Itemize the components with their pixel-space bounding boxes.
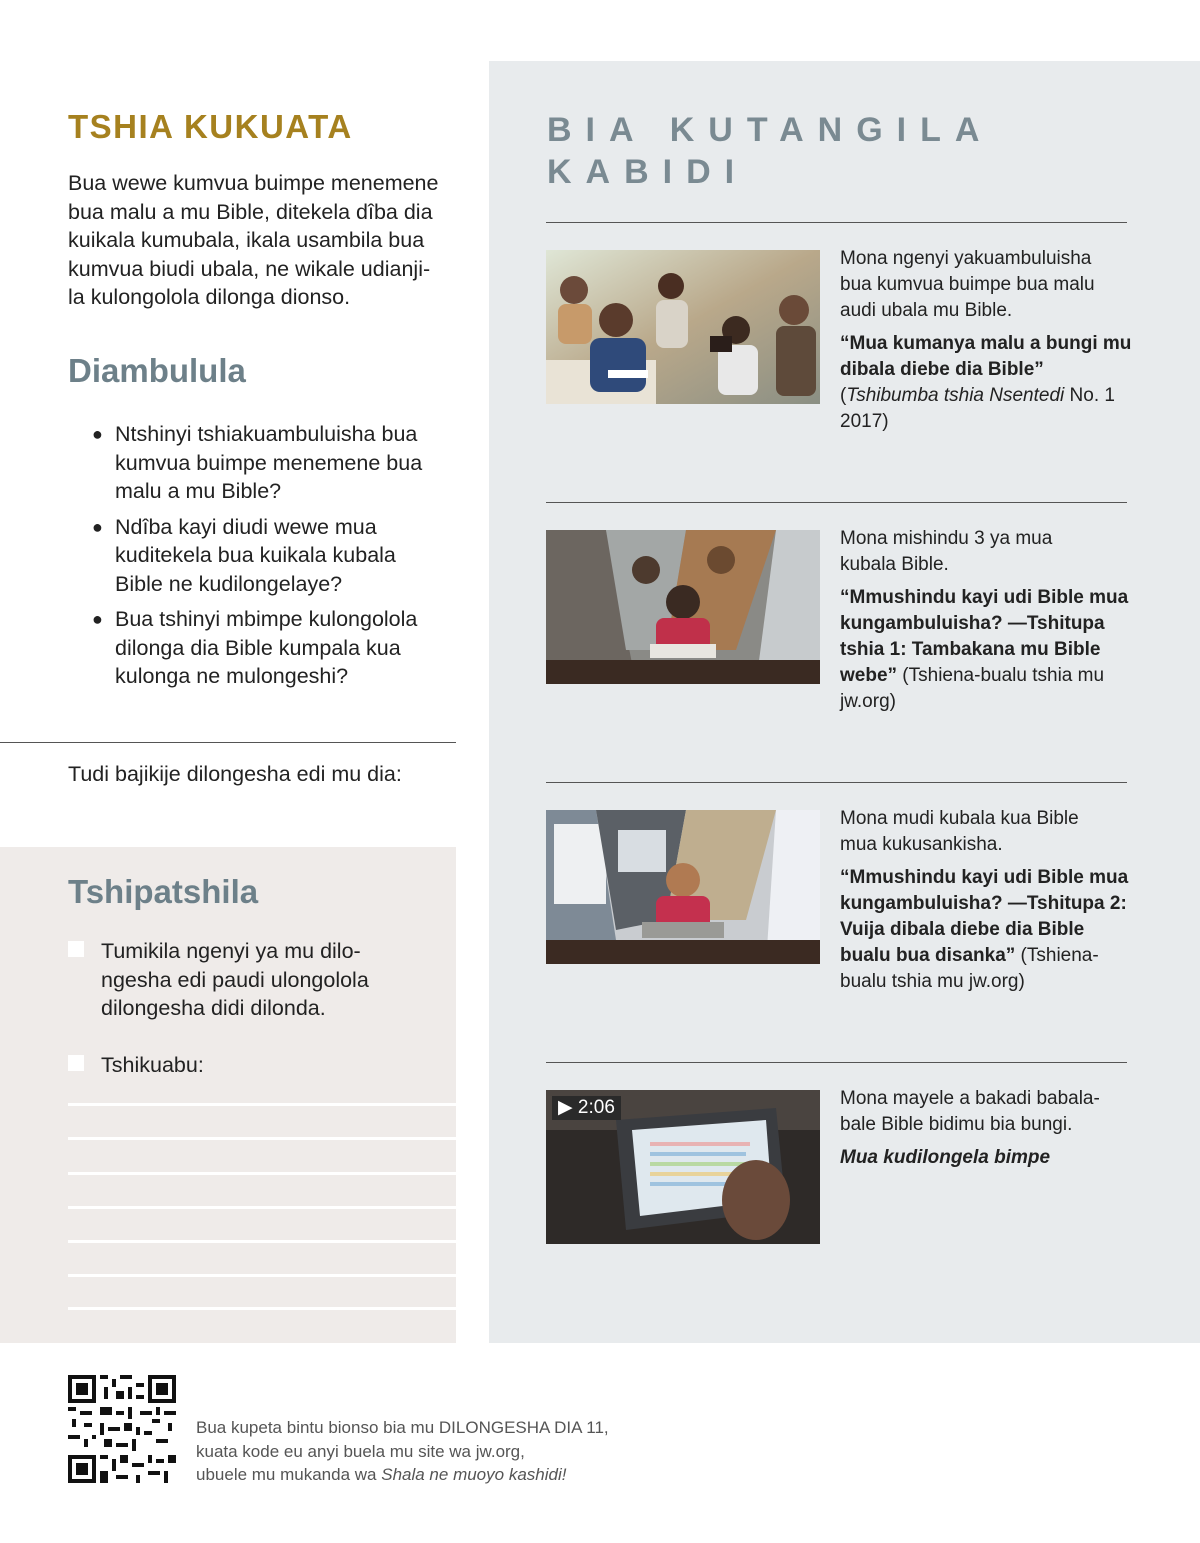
- resource-thumbnail[interactable]: [546, 250, 820, 404]
- practice-panel: [0, 847, 456, 1343]
- play-icon: ▶: [558, 1097, 573, 1118]
- video-thumbnail[interactable]: [546, 1090, 820, 1244]
- practice-checkbox-item[interactable]: [68, 1051, 448, 1080]
- review-question-text: Bua tshinyi mbimpe kulongolola dilonga dia Bible kumpala kua kulonga ne mulongeshi?: [115, 607, 418, 688]
- video-duration: 2:06: [577, 1097, 615, 1118]
- writing-line[interactable]: [68, 1206, 456, 1209]
- resource-description: Mona mayele a bakadi babala- bale Bible bidimu bia bungi.: [840, 1088, 1100, 1135]
- resources-title: BIA KUTANGILA KABIDI: [547, 111, 993, 191]
- review-questions: [92, 420, 452, 698]
- checkbox-label: Tshikuabu:: [101, 1053, 204, 1077]
- divider: [546, 782, 1127, 783]
- resource-source-italic: Tshibumba tshia Nsentedi: [846, 385, 1065, 406]
- resource-source: No. 1 2017): [840, 385, 1115, 432]
- divider: [546, 1062, 1127, 1063]
- footer-line: ubuele mu mukanda wa: [196, 1465, 382, 1484]
- bullet-icon: ●: [92, 609, 103, 629]
- resource-thumbnail[interactable]: [546, 810, 820, 964]
- resource-source: (Tshiena-bualu tshia mu jw.org): [840, 665, 1105, 712]
- divider: [0, 742, 456, 743]
- resource-text: [840, 1086, 1140, 1171]
- writing-line[interactable]: [68, 1103, 456, 1106]
- resource-source: (: [840, 385, 847, 406]
- resource-text: [840, 246, 1140, 435]
- resource-description: Mona mishindu 3 ya mua kubala Bible.: [840, 528, 1053, 575]
- resource-title: “Mmushindu kayi udi Bible mua kungambuluisha? —Tshitupa 2: Vuija dibala diebe dia Bible bualu bua disanka”: [840, 867, 1129, 966]
- resource-description: Mona mudi kubala kua Bible mua kukusankisha.: [840, 808, 1079, 855]
- review-resources-panel: [489, 61, 1200, 1343]
- review-question: [92, 420, 452, 506]
- resource-source: (Tshiena-bualu tshia mu jw.org): [840, 945, 1099, 992]
- checkbox-label: Tumikila ngenyi ya mu dilo- ngesha edi paudi ulongolola dilongesha didi dilonda.: [101, 939, 369, 1020]
- footer-line: Bua kupeta bintu bionso bia mu DILONGESHA DIA 11,: [196, 1418, 609, 1437]
- completion-date-label: Tudi bajikije dilongesha edi mu dia:: [68, 762, 402, 786]
- writing-line[interactable]: [68, 1137, 456, 1140]
- resource-description: Mona ngenyi yakuambuluisha bua kumvua buimpe bua malu audi ubala mu Bible.: [840, 248, 1095, 321]
- practice-heading: Tshipatshila: [68, 873, 259, 910]
- checkbox[interactable]: [68, 941, 84, 957]
- review-question-text: Ndîba kayi diudi wewe mua kuditekela bua kuikala kubala Bible ne kudilongelaye?: [115, 514, 396, 596]
- resource-citation[interactable]: [840, 867, 1128, 992]
- resource-citation[interactable]: [840, 587, 1128, 712]
- writing-line[interactable]: [68, 1172, 456, 1175]
- review-question: [92, 513, 452, 599]
- divider: [546, 222, 1127, 223]
- footer-book-title: Shala ne muoyo kashidi!: [381, 1465, 567, 1484]
- checkbox[interactable]: [68, 1055, 84, 1071]
- resource-text: [840, 526, 1140, 715]
- qr-code[interactable]: [68, 1375, 176, 1483]
- review-question: [92, 605, 452, 691]
- bullet-icon: ●: [92, 516, 103, 537]
- footer-line: kuata kode eu anyi buela mu site wa jw.org,: [196, 1441, 525, 1461]
- writing-line[interactable]: [68, 1240, 456, 1243]
- resource-citation[interactable]: [840, 333, 1131, 432]
- bullet-icon: ●: [92, 424, 103, 444]
- video-duration-badge: [552, 1096, 621, 1120]
- practice-checkbox-item[interactable]: [68, 937, 448, 1023]
- writing-line[interactable]: [68, 1274, 456, 1277]
- resource-title: “Mua kumanya malu a bungi mu dibala diebe dia Bible”: [840, 333, 1132, 380]
- review-heading: Diambulula: [68, 352, 246, 389]
- resource-text: [840, 806, 1140, 995]
- writing-line[interactable]: [68, 1307, 456, 1310]
- review-question-text: Ntshinyi tshiakuambuluisha bua kumvua buimpe menemene bua malu a mu Bible?: [115, 422, 423, 503]
- resource-title: “Mmushindu kayi udi Bible mua kungambuluisha? —Tshitupa tshia 1: Tambakana mu Bible webe”: [840, 587, 1129, 686]
- footer-note: [196, 1416, 609, 1487]
- intro-paragraph: Bua wewe kumvua buimpe menemene bua malu a mu Bible, ditekela dîba dia kuikala kumubala, ikala usambila bua kumvua biudi ubala, ne wikale udianji- la kulongolola dilonga dionso.: [68, 171, 439, 309]
- divider: [546, 502, 1127, 503]
- section-title: TSHIA KUKUATA: [68, 108, 353, 145]
- resource-title[interactable]: Mua kudilongela bimpe: [840, 1147, 1051, 1168]
- resource-thumbnail[interactable]: [546, 530, 820, 684]
